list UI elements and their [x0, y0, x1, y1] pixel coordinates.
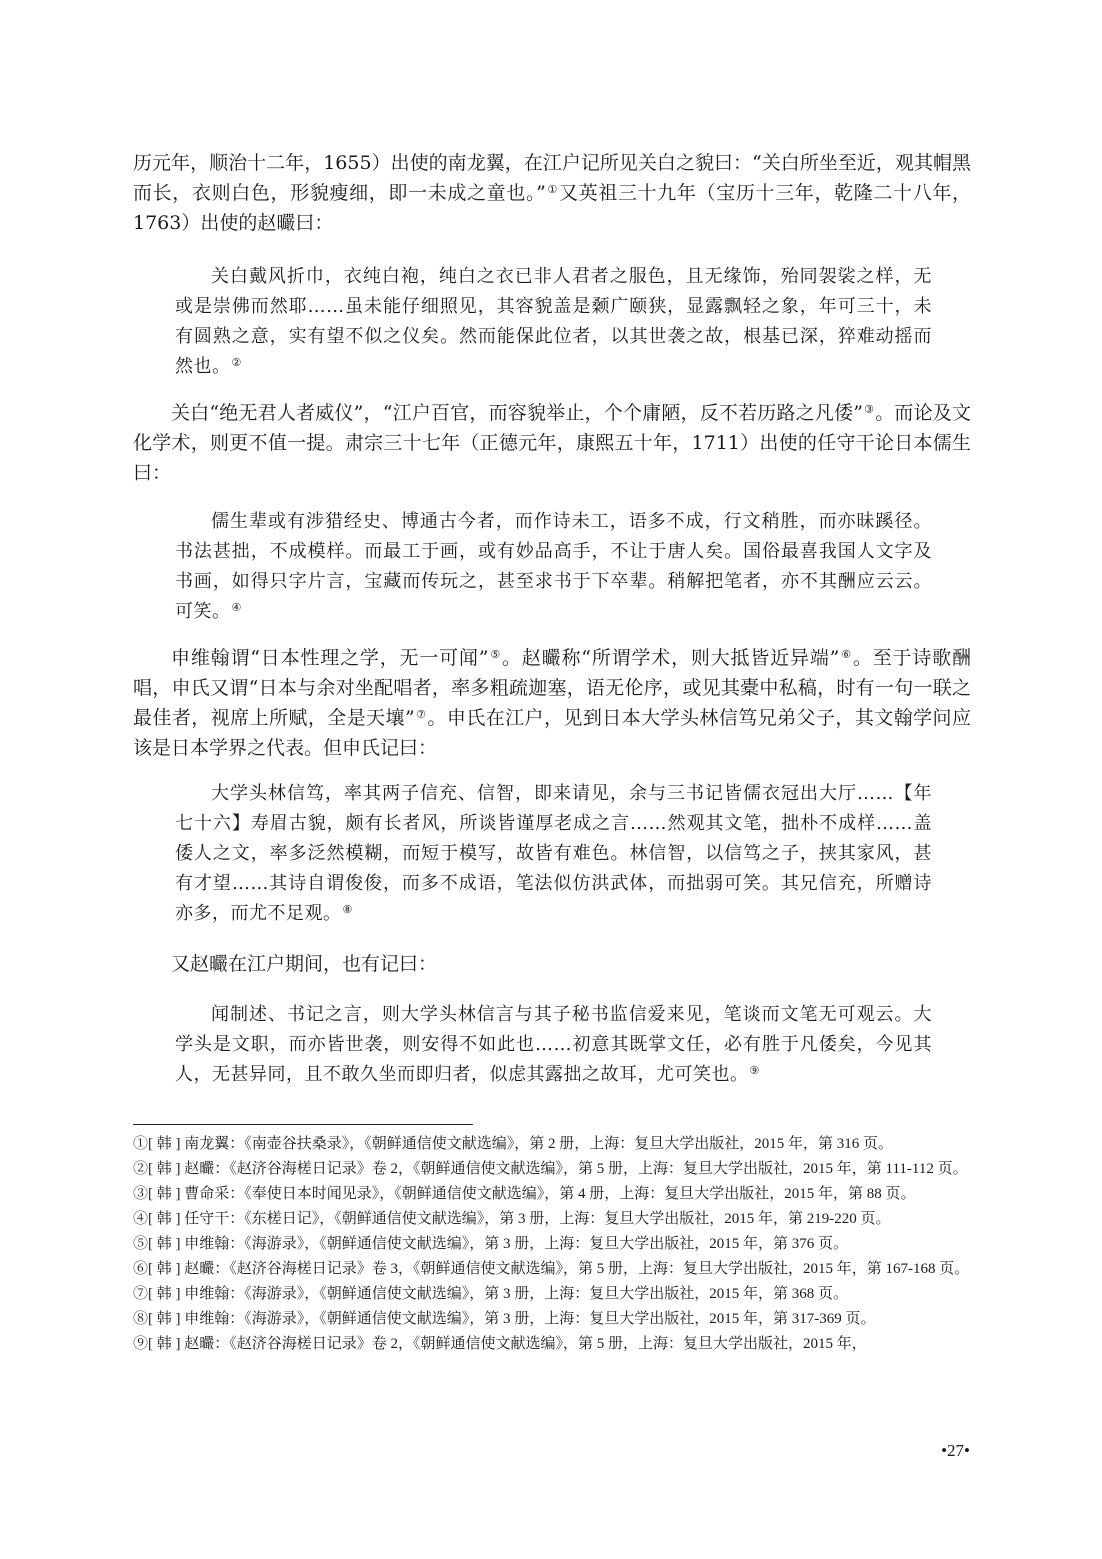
quote-text: 关白戴风折巾，衣纯白袍，纯白之衣已非人君者之服色，且无缘饰，殆同袈裟之样，无或是崇佛而然耶……虽未能仔细照见，其容貌盖是颡广颐狭，显露飘轻之象，年可三十，未有圆熟之意，实有望不似之仪矣。然而能保此位者，以其世袭之故，根基已深，猝难动摇而然也。 — [175, 266, 932, 377]
footnote-ref[interactable]: ① — [546, 183, 559, 196]
quote-text: 大学头林信笃，率其两子信充、信智，即来请见，余与三书记皆儒衣冠出大厅……【年七十六】寿眉古貌，颇有长者风，所谈皆谨厚老成之言……然观其文笔，拙朴不成样……盖倭人之文，率多泛然模糊，而短于模写，故皆有难色。林信智，以信笃之子，挟其家风，甚有才望……其诗自谓俊俊，而多不成语，笔法似仿洪武体，而拙弱可笑。其兄信充，所赠诗亦多，而尤不足观。 — [175, 783, 932, 924]
paragraph-text: 又英祖三十九年（宝历十三年，乾隆二十八年，1763）出使的赵曮曰： — [133, 182, 971, 234]
paragraph-text: 关白“绝无君人者威仪”，“江户百官，而容貌举止，个个庸陋，反不若历路之凡倭” — [171, 402, 863, 424]
paragraph-text: 历元年，顺治十二年，1655）出使的南龙翼，在江户记所见关白之貌曰：“关白所坐至近，观其帽黑而长，衣则白色，形貌瘦细，即一未成之童也。” — [133, 152, 971, 204]
paragraph-text: 。至于诗歌酬唱，申氏又谓“日本与余对坐配唱者，率多粗疏迦塞，语无伦序，或见其橐中私稿，时有一句一联之最佳者，视席上所赋，全是天壤” — [133, 647, 971, 729]
paragraph-text: 申维翰谓“日本性理之学，无一可闻” — [171, 647, 489, 669]
footnote-item: ①[ 韩 ] 南龙翼：《南壶谷扶桑录》，《朝鲜通信使文献选编》，第 2 册，上海：复旦大学出版社，2015 年，第 316 页。 — [133, 1136, 893, 1152]
footnote-ref[interactable]: ⑤ — [489, 648, 502, 661]
footnote-ref[interactable]: ⑥ — [840, 648, 852, 661]
block-quote-2 — [175, 507, 932, 627]
block-quote-3 — [175, 779, 932, 929]
paragraph-text: 。申氏在江户，见到日本大学头林信笃兄弟父子，其文翰学问应该是日本学界之代表。但申氏记曰： — [133, 707, 971, 759]
footnote-item: ⑦[ 韩 ] 申维翰：《海游录》，《朝鲜通信使文献选编》，第 3 册，上海：复旦大学出版社，2015 年，第 368 页。 — [133, 1286, 848, 1302]
quote-text: 儒生辈或有涉猎经史、博通古今者，而作诗未工，语多不成，行文稍胜，而亦昧蹊径。书法甚拙，不成模样。而最工于画，或有妙品高手，不让于唐人矣。国俗最喜我国人文字及书画，如得只字片言，宝藏而传玩之，甚至求书于下卒辈。稍解把笔者，亦不其酬应云云。可笑。 — [175, 511, 932, 622]
footnote-ref[interactable]: ⑨ — [749, 1064, 760, 1077]
footnote-divider — [133, 1124, 473, 1125]
page-number: •27• — [941, 1441, 970, 1460]
paragraph-1 — [133, 148, 971, 238]
footnote-ref[interactable]: ⑦ — [415, 708, 427, 721]
footnote-item: ③[ 韩 ] 曹命采：《奉使日本时闻见录》，《朝鲜通信使文献选编》，第 4 册，上海：复旦大学出版社，2015 年，第 88 页。 — [133, 1186, 916, 1202]
footnote-item: ⑨[ 韩 ] 赵曮：《赵济谷海槎日记录》卷 2，《朝鲜通信使文献选编》，第 5 册，上海：复旦大学出版社，2015 年， — [133, 1336, 867, 1352]
footnote-item: ⑥[ 韩 ] 赵曮：《赵济谷海槎日记录》卷 3，《朝鲜通信使文献选编》，第 5 册，上海：复旦大学出版社，2015 年，第 167-168 页。 — [133, 1261, 970, 1277]
footnotes — [133, 1133, 971, 1358]
paragraph-2 — [133, 398, 971, 488]
footnote-ref[interactable]: ④ — [231, 601, 242, 614]
footnote-item: ⑧[ 韩 ] 申维翰：《海游录》，《朝鲜通信使文献选编》，第 3 册，上海：复旦大学出版社，2015 年，第 317-369 页。 — [133, 1311, 876, 1327]
paragraph-text: 又赵曮在江户期间，也有记曰： — [171, 953, 438, 975]
footnote-ref[interactable]: ③ — [863, 403, 875, 416]
quote-text: 闻制述、书记之言，则大学头林信言与其子秘书监信爱来见，笔谈而文笔无可观云。大学头是文职，而亦皆世袭，则安得不如此也……初意其既掌文任，必有胜于凡倭矣，今见其人，无甚异同，且不敢久坐而即归者，似虑其露拙之故耳，尤可笑也。 — [175, 1004, 932, 1085]
paragraph-4 — [133, 949, 971, 979]
block-quote-1 — [175, 262, 932, 382]
footnote-ref[interactable]: ② — [231, 356, 242, 369]
paragraph-3 — [133, 643, 971, 763]
paragraph-text: 。而论及文化学术，则更不值一提。肃宗三十七年（正德元年，康熙五十年，1711）出使的任守干论日本儒生曰： — [133, 402, 971, 484]
footnote-item: ⑤[ 韩 ] 申维翰：《海游录》，《朝鲜通信使文献选编》，第 3 册，上海：复旦大学出版社，2015 年，第 376 页。 — [133, 1236, 848, 1252]
paragraph-text: 。赵曮称“所谓学术，则大抵皆近异端” — [502, 647, 840, 669]
block-quote-4 — [175, 1000, 932, 1090]
footnote-item: ②[ 韩 ] 赵曮：《赵济谷海槎日记录》卷 2，《朝鲜通信使文献选编》，第 5 册，上海：复旦大学出版社，2015 年，第 111-112 页。 — [133, 1161, 968, 1177]
footnote-ref[interactable]: ⑧ — [342, 903, 353, 916]
footnote-item: ④[ 韩 ] 任守干：《东槎日记》，《朝鲜通信使文献选编》，第 3 册，上海：复旦大学出版社，2015 年，第 219-220 页。 — [133, 1211, 891, 1227]
